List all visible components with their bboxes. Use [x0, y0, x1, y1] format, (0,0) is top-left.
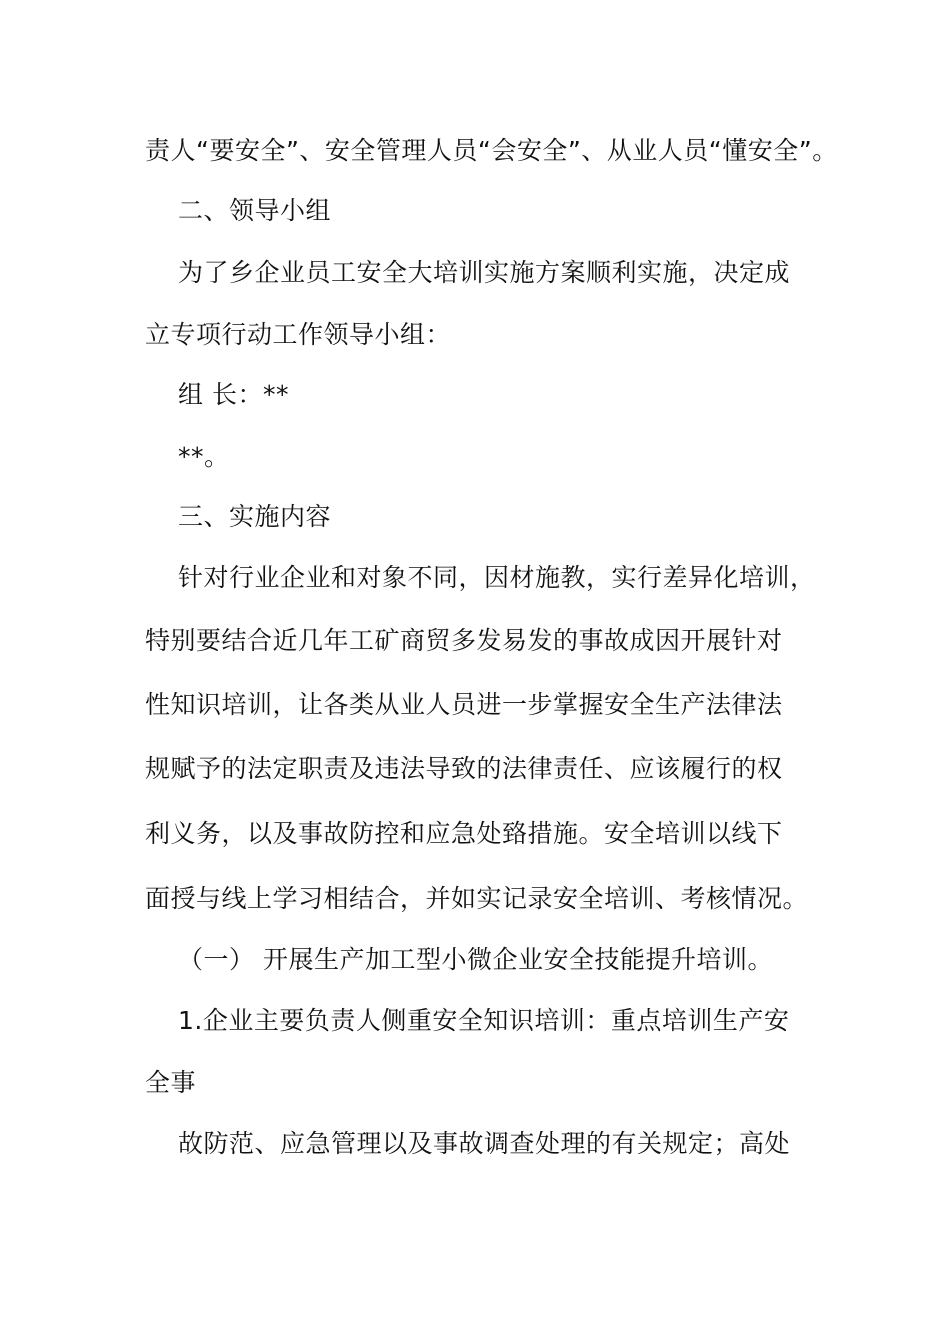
paragraph-line: 特别要结合近几年工矿商贸多发易发的事故成因开展针对: [145, 626, 783, 655]
subsection-heading: （一） 开展生产加工型小微企业安全技能提升培训。: [178, 945, 773, 974]
paragraph-line: 为了乡企业员工安全大培训实施方案顺利实施，决定成: [178, 258, 791, 287]
group-leader-line: 组 长：**: [178, 380, 289, 409]
paragraph-line: 责人“要安全”、安全管理人员“会安全”、从业人员“懂安全”。: [145, 136, 838, 165]
paragraph-line: 1.企业主要负责人侧重安全知识培训：重点培训生产安: [178, 1006, 790, 1035]
paragraph-line: 全事: [145, 1068, 197, 1097]
section-heading-content: 三、实施内容: [178, 502, 332, 531]
paragraph-line: 性知识培训，让各类从业人员进一步掌握安全生产法律法: [145, 690, 783, 719]
section-heading-leadership: 二、领导小组: [178, 196, 332, 225]
paragraph-line: 故防范、应急管理以及事故调查处理的有关规定；高处: [178, 1129, 791, 1158]
paragraph-line: 针对行业企业和对象不同，因材施教，实行差异化培训，: [178, 563, 816, 592]
paragraph-line: **。: [178, 442, 230, 471]
paragraph-line: 利义务，以及事故防控和应急处臵措施。安全培训以线下: [145, 819, 783, 848]
paragraph-line: 立专项行动工作领导小组：: [145, 320, 452, 349]
paragraph-line: 面授与线上学习相结合，并如实记录安全培训、考核情况。: [145, 884, 809, 913]
paragraph-line: 规赋予的法定职责及违法导致的法律责任、应该履行的权: [145, 754, 783, 783]
